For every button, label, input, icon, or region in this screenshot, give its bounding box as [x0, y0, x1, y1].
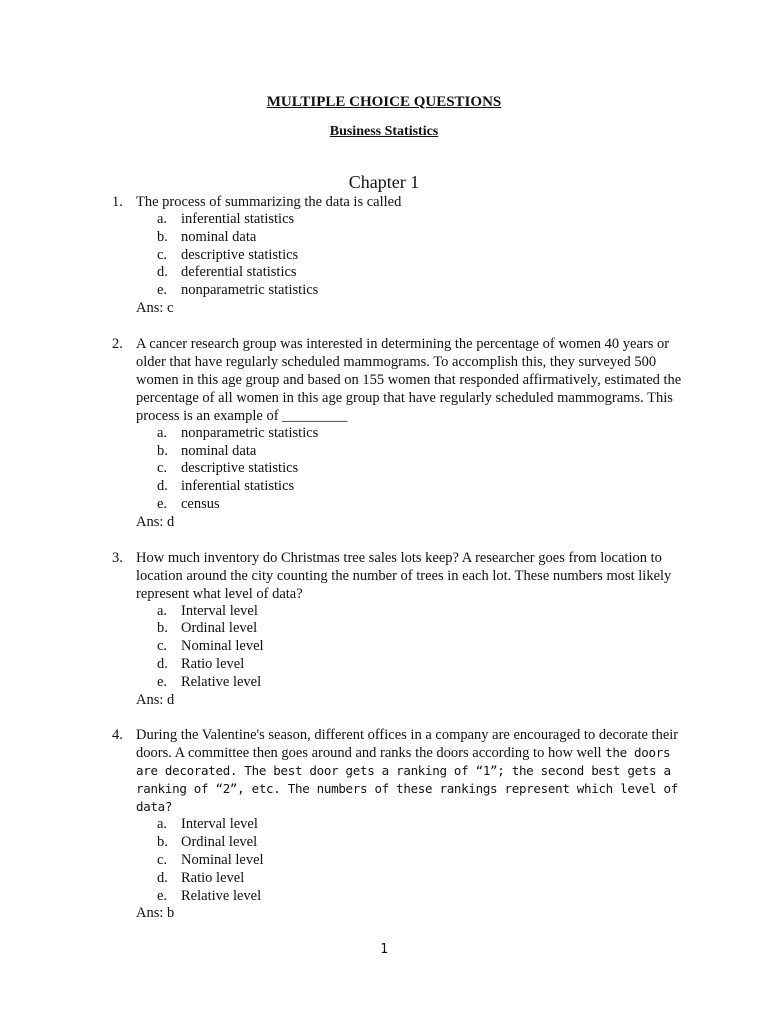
- document-title: MULTIPLE CHOICE QUESTIONS: [266, 94, 502, 110]
- option-list: [157, 211, 768, 300]
- option-item: [157, 211, 768, 229]
- option-letter: c.: [157, 246, 168, 263]
- option-item: [157, 425, 768, 443]
- question-number: 2.: [112, 335, 123, 352]
- option-text: Interval level: [181, 816, 258, 833]
- option-item: [157, 460, 768, 478]
- option-text: nominal data: [181, 442, 257, 459]
- option-text: Ordinal level: [181, 620, 258, 637]
- option-item: [157, 816, 768, 834]
- option-text: nonparametric statistics: [181, 282, 319, 299]
- option-letter: b.: [157, 228, 168, 245]
- option-item: [157, 229, 768, 247]
- question-1: [0, 193, 768, 318]
- option-item: [157, 247, 768, 265]
- option-letter: b.: [157, 834, 168, 851]
- chapter-heading: Chapter 1: [348, 172, 420, 192]
- question-2: [0, 335, 768, 532]
- option-text: Nominal level: [181, 638, 264, 655]
- option-item: [157, 638, 768, 656]
- question-3: [0, 549, 768, 710]
- option-item: [157, 870, 768, 888]
- question-number: 4.: [112, 727, 123, 744]
- option-item: [157, 620, 768, 638]
- option-item: [157, 282, 768, 300]
- question-4: [0, 726, 768, 923]
- option-item: [157, 656, 768, 674]
- option-letter: a.: [157, 211, 168, 227]
- option-text: descriptive statistics: [181, 460, 299, 477]
- question-text-part2: the doors are decorated. The best door gets a ranking of “1”; the second best gets a ranking of “2”, etc. The numbers of these rankings represent which level of data?: [136, 745, 678, 815]
- option-text: inferential statistics: [181, 478, 295, 495]
- option-item: [157, 674, 768, 692]
- option-text: nominal data: [181, 228, 257, 245]
- answer-key: Ans: d: [136, 691, 175, 708]
- answer-key: Ans: d: [136, 513, 175, 530]
- option-letter: c.: [157, 851, 168, 868]
- option-letter: a.: [157, 602, 168, 619]
- question-number: 1.: [112, 194, 123, 210]
- question-text: How much inventory do Christmas tree sales lots keep? A researcher goes from location to location around the city counting the number of trees in each lot. These numbers most likely represent what level of data?: [136, 549, 672, 602]
- option-text: descriptive statistics: [181, 246, 299, 263]
- option-letter: b.: [157, 620, 168, 637]
- option-letter: e.: [157, 495, 168, 512]
- option-text: census: [181, 495, 220, 512]
- option-text: Ordinal level: [181, 834, 258, 851]
- option-letter: d.: [157, 869, 168, 886]
- option-letter: e.: [157, 673, 168, 690]
- option-list: [157, 603, 768, 692]
- option-text: nonparametric statistics: [181, 424, 319, 441]
- answer-key: Ans: b: [136, 905, 175, 922]
- option-item: [157, 496, 768, 514]
- option-letter: a.: [157, 424, 168, 441]
- question-text: A cancer research group was interested in determining the percentage of women 40 years or older that have regularly scheduled mammograms. To accomplish this, they surveyed 500 women in this age group and based on 155 women that responded affirmatively, estimated the percentage of all women in this age group that have regularly scheduled mammograms. This process is an example of _________: [136, 335, 682, 424]
- option-letter: c.: [157, 460, 168, 477]
- document-subtitle: Business Statistics: [329, 124, 439, 139]
- question-text: The process of summarizing the data is called: [136, 194, 402, 210]
- option-text: Interval level: [181, 602, 258, 619]
- option-letter: d.: [157, 478, 168, 495]
- option-item: [157, 888, 768, 906]
- option-item: [157, 478, 768, 496]
- option-letter: e.: [157, 887, 168, 904]
- option-text: Relative level: [181, 673, 262, 690]
- option-item: [157, 443, 768, 461]
- option-item: [157, 834, 768, 852]
- option-list: [157, 425, 768, 514]
- option-text: Ratio level: [181, 655, 245, 672]
- option-list: [157, 816, 768, 905]
- option-text: deferential statistics: [181, 264, 297, 281]
- option-letter: b.: [157, 442, 168, 459]
- question-list: [0, 193, 768, 940]
- option-item: [157, 603, 768, 621]
- option-letter: c.: [157, 638, 168, 655]
- option-text: Relative level: [181, 887, 262, 904]
- option-text: inferential statistics: [181, 211, 295, 227]
- option-letter: d.: [157, 655, 168, 672]
- question-text-part1: During the Valentine's season, different offices in a company are encouraged to decorate their doors. A committee then goes around and ranks the doors according to how well: [136, 727, 679, 762]
- option-item: [157, 264, 768, 282]
- answer-key: Ans: c: [136, 299, 174, 316]
- option-letter: a.: [157, 816, 168, 833]
- question-number: 3.: [112, 549, 123, 566]
- question-text: [136, 726, 696, 816]
- option-letter: d.: [157, 264, 168, 281]
- option-item: [157, 852, 768, 870]
- option-text: Nominal level: [181, 851, 264, 868]
- option-letter: e.: [157, 282, 168, 299]
- option-text: Ratio level: [181, 869, 245, 886]
- page-number: 1: [380, 942, 388, 957]
